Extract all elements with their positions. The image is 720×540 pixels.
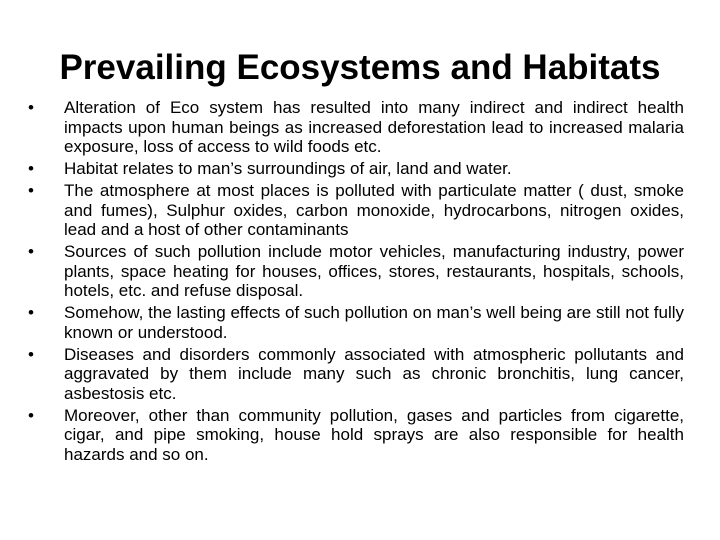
- bullet-text: Moreover, other than community pollution, gases and particles from cigarette, cigar, and pipe smoking, house hold sprays are also responsible for health hazards and so on.: [64, 405, 684, 464]
- bullet-text: Diseases and disorders commonly associated with atmospheric pollutants and aggravated by them include many such as chronic bronchitis, lung cancer, asbestosis etc.: [64, 344, 684, 403]
- bullet-dot-icon: •: [28, 303, 34, 322]
- bullet-item: [28, 345, 684, 404]
- bullet-dot-icon: •: [28, 98, 34, 117]
- bullet-item: [28, 406, 684, 465]
- bullet-dot-icon: •: [28, 405, 34, 425]
- bullet-item: [28, 159, 684, 179]
- bullet-item: [28, 242, 684, 301]
- bullet-dot-icon: •: [28, 344, 34, 364]
- bullet-list: [28, 98, 684, 467]
- bullet-dot-icon: •: [28, 159, 34, 178]
- bullet-dot-icon: •: [28, 181, 34, 200]
- bullet-item: [28, 181, 684, 240]
- bullet-text: The atmosphere at most places is polluted with particulate matter ( dust, smoke and fumes), Sulphur oxides, carbon monoxide, hydrocarbons, nitrogen oxides, lead and a host of other contaminants: [64, 181, 684, 239]
- bullet-item: [28, 303, 684, 342]
- bullet-item: [28, 98, 684, 157]
- bullet-text: Somehow, the lasting effects of such pollution on man’s well being are still not fully known or understood.: [64, 303, 684, 342]
- bullet-text: Alteration of Eco system has resulted into many indirect and indirect health impacts upon human beings as increased deforestation lead to increased malaria exposure, loss of access to wild foods etc.: [64, 98, 684, 156]
- slide-title: Prevailing Ecosystems and Habitats: [59, 48, 661, 87]
- bullet-text: Habitat relates to man’s surroundings of air, land and water.: [64, 159, 512, 178]
- bullet-dot-icon: •: [28, 242, 34, 261]
- bullet-text: Sources of such pollution include motor vehicles, manufacturing industry, power plants, space heating for houses, offices, stores, restaurants, hospitals, schools, hotels, etc. and refuse disposal.: [64, 242, 684, 300]
